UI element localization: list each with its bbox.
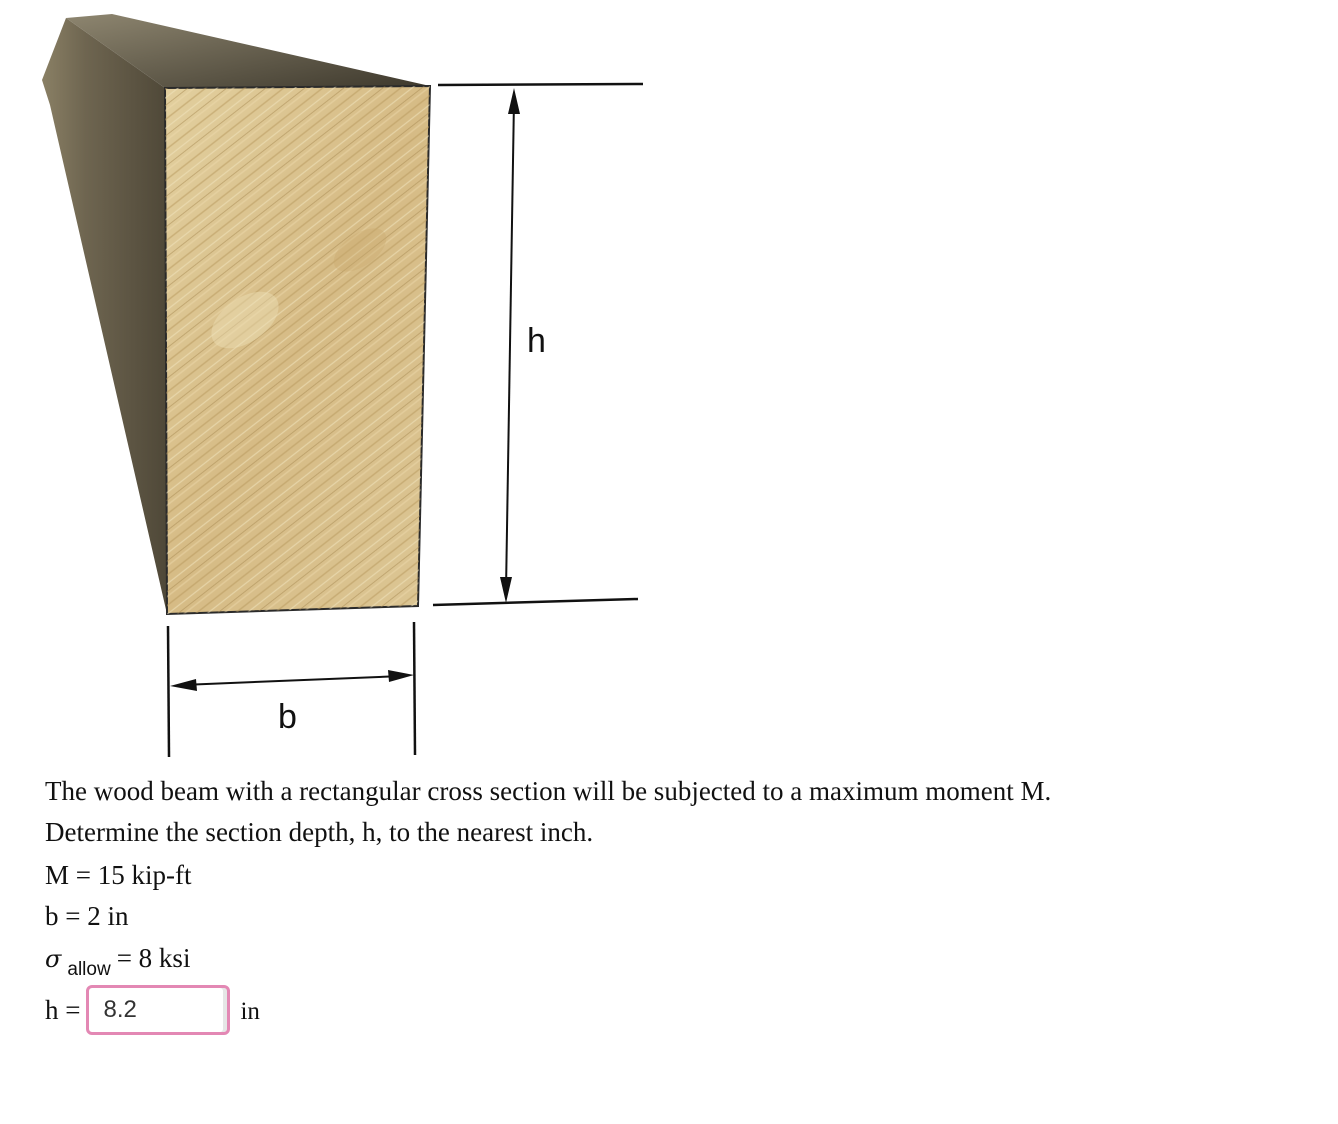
problem-statement-line2: Determine the section depth, h, to the nearest inch. bbox=[45, 817, 594, 847]
arrow-right-icon bbox=[388, 670, 414, 682]
beam-cross-section-figure bbox=[0, 0, 700, 770]
height-label: h bbox=[527, 322, 546, 360]
sigma-value: = 8 ksi bbox=[116, 943, 191, 973]
width-label: b bbox=[278, 698, 297, 736]
arrow-left-icon bbox=[170, 679, 197, 691]
answer-input[interactable] bbox=[86, 985, 230, 1035]
given-moment: M = 15 kip-ft bbox=[45, 860, 192, 890]
height-dimension bbox=[433, 84, 643, 605]
width-dimension bbox=[168, 622, 415, 757]
answer-unit: in bbox=[240, 998, 260, 1025]
arrow-up-icon bbox=[508, 88, 520, 114]
sigma-symbol: σ bbox=[45, 945, 62, 973]
problem-statement-line1: The wood beam with a rectangular cross section will be subjected to a maximum moment M. bbox=[45, 776, 1052, 806]
arrow-down-icon bbox=[500, 577, 512, 603]
beam-side-face bbox=[42, 18, 167, 614]
sigma-subscript: allow bbox=[67, 959, 111, 980]
given-allowable-stress bbox=[45, 941, 190, 979]
answer-label: h = bbox=[45, 994, 81, 1025]
given-width: b = 2 in bbox=[45, 901, 129, 931]
problem-statement bbox=[45, 771, 1315, 853]
answer-row bbox=[45, 980, 260, 1040]
beam-cross-section-face bbox=[165, 86, 430, 614]
